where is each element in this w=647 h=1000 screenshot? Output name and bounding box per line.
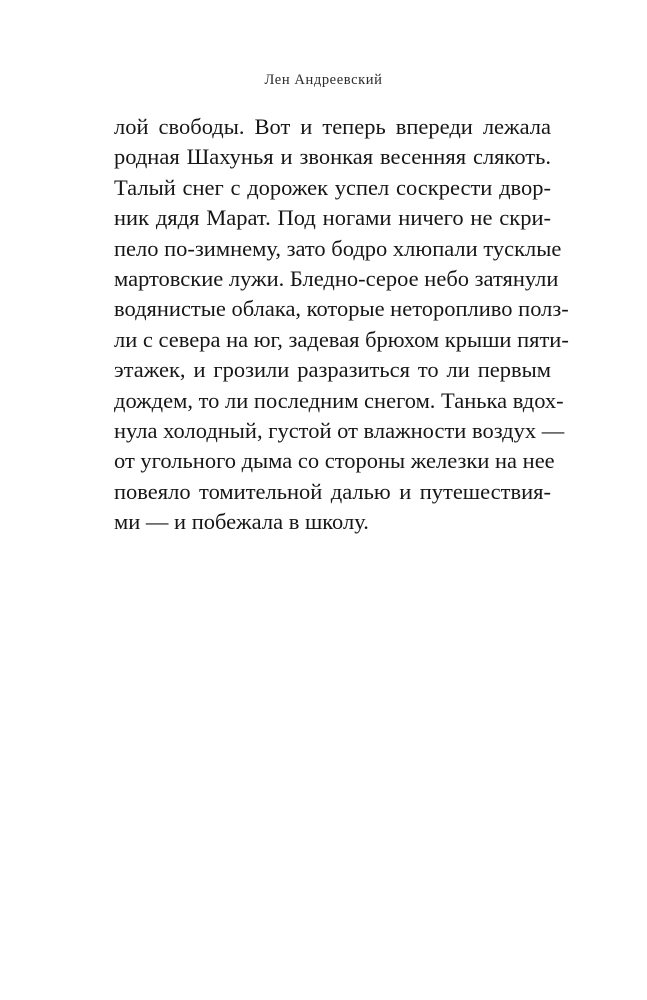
text-line: мартовские лужи. Бледно-серое небо затянули [114, 265, 559, 291]
text-line: ли с севера на юг, задевая брюхом крыши пяти- [114, 326, 569, 352]
text-line: пело по-зимнему, зато бодро хлюпали тусклые [114, 235, 562, 261]
text-line: нула холодный, густой от влажности воздух — [114, 417, 565, 443]
text-line: дождем, то ли последним снегом. Танька вдох- [114, 387, 564, 413]
text-line: от угольного дыма со стороны железки на нее [114, 448, 555, 474]
text-line: водянистые облака, которые неторопливо полз- [114, 296, 569, 322]
body-paragraph [114, 112, 569, 537]
text-line: этажек, и грозили разразиться то ли первым [114, 357, 551, 383]
text-line: лой свободы. Вот и теперь впереди лежала [114, 114, 551, 139]
text-line: Талый снег с дорожек успел соскрести двор- [114, 174, 551, 200]
text-line-last: ми — и побежала в школу. [114, 509, 369, 535]
running-header-author: Лен Андреевский [264, 72, 383, 88]
text-line: родная Шахунья и звонкая весенняя слякоть. [114, 144, 551, 170]
text-line: ник дядя Марат. Под ногами ничего не скри- [114, 205, 551, 231]
text-line: повеяло томительной далью и путешествия- [114, 478, 551, 504]
